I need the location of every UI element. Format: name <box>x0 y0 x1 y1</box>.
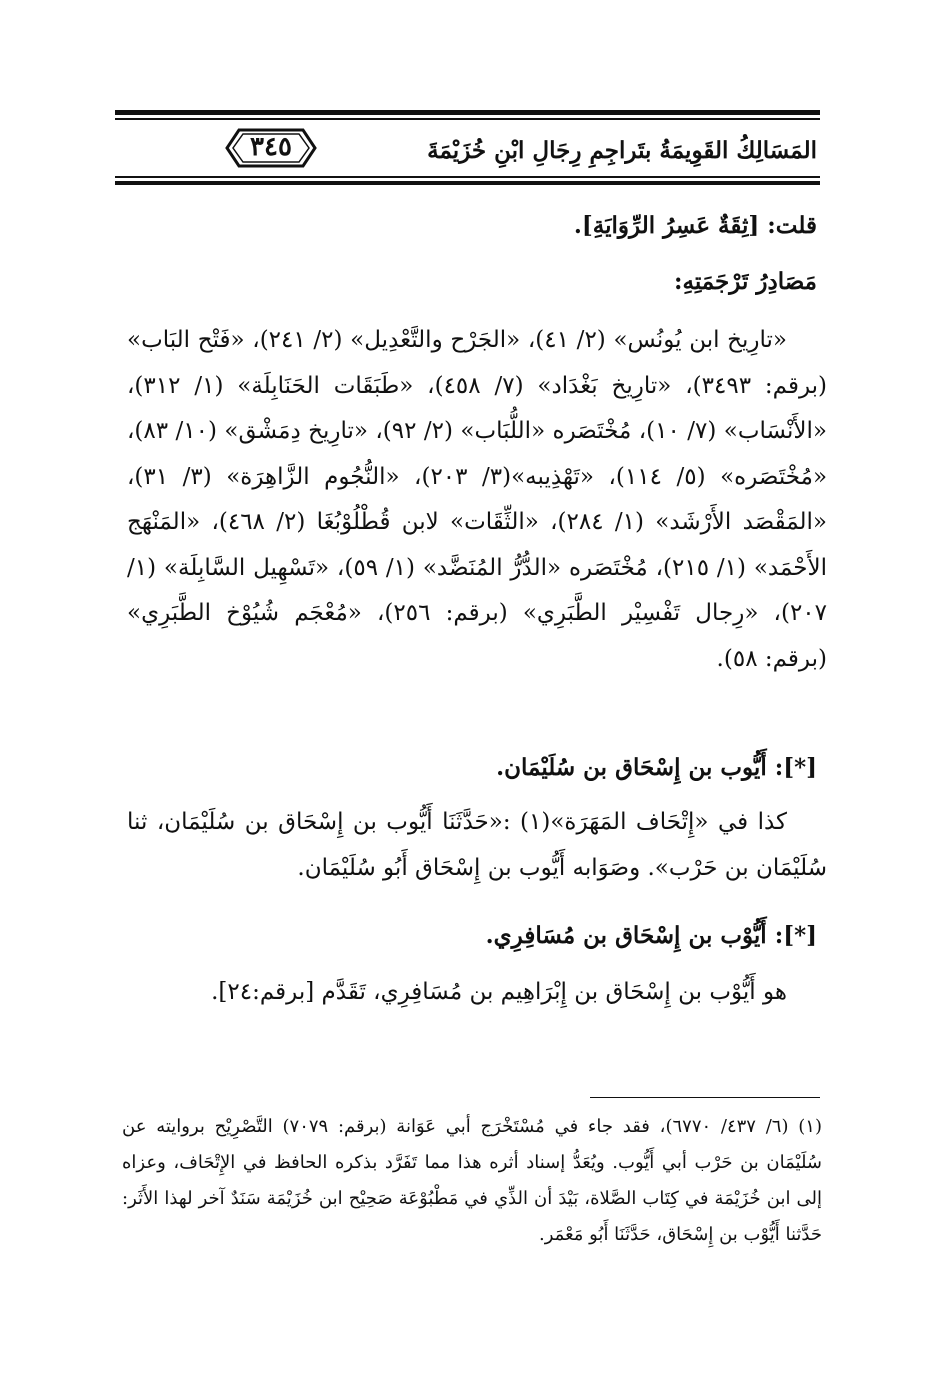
entry-text-ayyub-musafiri: هو أَيُّوْب بن إِسْحَاق بن إِبْرَاهِيم بن مُسَافِرِي، تَقَدَّم [برقم:٢٤]. <box>211 979 787 1005</box>
page-number: ٣٤٥ <box>250 132 292 162</box>
entry-text-ayyub-sulayman: كذا في «إِتْحَاف المَهَرَة»(١) :«حَدَّثَنَا أَيُّوب بن إِسْحَاق بن سُلَيْمَان، ثنا سُلَيْمَان بن حَرْب». وصَوَابه أَيُّوب بن إِسْحَاق أَبُو سُلَيْمَان. <box>127 809 827 881</box>
running-title: المَسَالِكُ القَوِيمَةُ بتَراجِمِ رِجَالِ ابْنِ خُزَيْمَةَ <box>427 137 817 164</box>
page-number-ornament <box>225 126 317 170</box>
sources-text: «تارِيخ ابن يُونُس» (٢/ ٤١)، «الجَرْح والتَّعْدِيل» (٢/ ٢٤١)، «فَتْح البَاب» (برقم: ٣٤٩٣)، «تارِيخ بَغْدَاد» (٧/ ٤٥٨)، «طَبَقَات الحَنَابِلَة» (١/ ٣١٢)، «الأَنْسَاب» (٧/ ١٠)، مُخْتَصَره «اللُّبَاب» (٢/ ٩٢)، «تارِيخ دِمَشْق» (١٠/ ٨٣)، «مُخْتَصَره» (٥/ ١١٤)، «تَهْذِيبه»(٣/ ٢٠٣)، «النُّجُوم الزَّاهِرَة» (٣/ ٣١)، «المَقْصَد الأَرْشَد» (١/ ٢٨٤)، «الثِّقَات» لابن قُطْلُوْبُغَا (٢/ ٤٦٨)، «المَنْهَج الأَحْمَد» (١/ ٢١٥)، مُخْتَصَره «الدُّرُّ المُنَضَّد» (١/ ٥٩)، «تَسْهِيل السَّابِلَة» (١/ ٢٠٧)، «رِجال تَفْسِيْر الطَّبَرِي» (برقم: ٢٥٦)، «مُعْجَم شُيُوْخ الطَّبَرِي» (برقم: ٥٨). <box>127 327 828 672</box>
footnote: (١) (٦/ ٤٣٧/ ٦٧٧٠)، فقد جاء في مُسْتَخْرَج أبي عَوَانة (برقم: ٧٠٧٩) التَّصْرِيْح بروايته عن سُلَيْمَان بن حَرْب أبي أَيُّوب. ويُعَدُّ إسناد أثره هذا مما تَفَرَّد بذكره الحافظ في الإِتْحَاف، وعزاه إلى ابن خُزَيْمَة في كِتَاب الصَّلاة، بَيْدَ أن الذِّي في مَطْبُوْعَة صَحِيْح ابن خُزَيْمَة سَنَدٌ آخر لهذا الأَثَر: حَدَّثنا أَيُّوْب بن إِسْحَاق، حَدَّثَنَا أَبُو مَعْمَر. <box>122 1116 822 1245</box>
entry-heading-ayyub-sulayman: [*]: أَيُّوب بن إِسْحَاق بن سُلَيْمَان. <box>496 754 817 781</box>
header-rule-top-thick <box>115 110 820 115</box>
sources-heading: مَصَادِرُ تَرْجَمَتِهِ: <box>674 268 817 295</box>
header-rule-top-thin <box>115 118 820 120</box>
entry-paragraph-ayyub-sulayman <box>127 800 827 891</box>
header-rule-bottom-thin <box>115 176 820 178</box>
header-rule-bottom-thick <box>115 181 820 185</box>
entry-paragraph-ayyub-musafiri <box>127 970 827 1016</box>
entry-heading-ayyub-musafiri: [*]: أَيُّوْب بن إِسْحَاق بن مُسَافِرِي. <box>485 922 817 949</box>
sources-paragraph <box>127 318 827 682</box>
verdict-line: قلت: [ثِقَةٌ عَسِرُ الرِّوَايَةِ]. <box>573 212 817 239</box>
footnote-separator <box>590 1097 820 1098</box>
